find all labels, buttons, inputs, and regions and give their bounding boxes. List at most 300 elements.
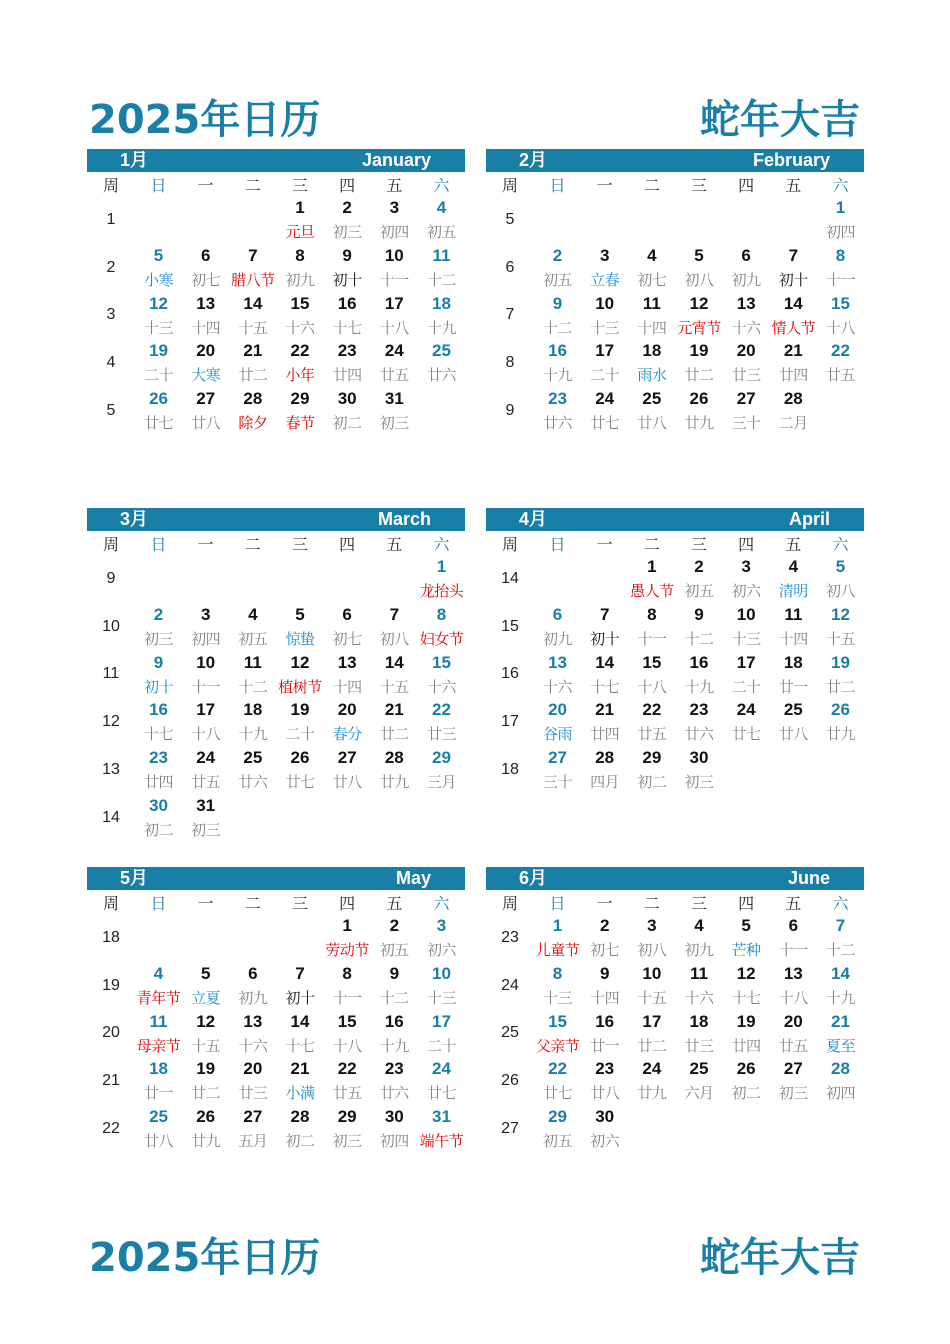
day-cell[interactable] (534, 387, 581, 435)
day-cell[interactable] (371, 1057, 418, 1105)
day-cell[interactable] (276, 196, 323, 244)
day-cell[interactable] (371, 746, 418, 794)
day-cell[interactable] (276, 746, 323, 794)
day-cell[interactable] (229, 651, 276, 699)
day-cell[interactable] (770, 387, 817, 435)
lunar-date: 初九 (238, 988, 268, 1007)
day-cell[interactable] (817, 698, 864, 746)
day-cell[interactable] (418, 698, 465, 746)
day-cell[interactable] (276, 1010, 323, 1058)
day-cell[interactable] (182, 387, 229, 435)
week-row (486, 292, 864, 340)
day-cell[interactable] (276, 1105, 323, 1153)
day-cell[interactable] (182, 1105, 229, 1153)
weekday-label: 五 (785, 175, 802, 195)
day-number: 1 (342, 916, 352, 935)
day-cell[interactable] (534, 1105, 581, 1153)
month-name-cn: 2月 (519, 150, 548, 170)
day-cell[interactable] (229, 292, 276, 340)
day-cell[interactable] (182, 339, 229, 387)
week-number: 13 (102, 761, 120, 779)
weekday-label: 周 (102, 893, 119, 913)
day-cell[interactable] (324, 962, 371, 1010)
day-cell[interactable] (770, 962, 817, 1010)
day-number: 25 (243, 748, 263, 768)
day-cell[interactable] (229, 698, 276, 746)
day-number: 21 (831, 1011, 850, 1031)
day-cell[interactable] (581, 1010, 628, 1058)
day-cell[interactable] (817, 962, 864, 1010)
day-cell[interactable] (581, 698, 628, 746)
day-cell[interactable] (723, 244, 770, 292)
day-number: 20 (548, 700, 567, 720)
day-cell[interactable] (135, 746, 182, 794)
day-cell[interactable] (675, 387, 722, 435)
day-cell[interactable] (581, 292, 628, 340)
lunar-date: 十四 (637, 318, 667, 337)
day-cell[interactable] (229, 244, 276, 292)
day-cell[interactable] (581, 914, 628, 962)
day-cell[interactable] (135, 698, 182, 746)
day-cell[interactable] (675, 698, 722, 746)
weekday-label: 周 (501, 534, 518, 554)
day-number: 5 (295, 604, 305, 624)
day-cell[interactable] (534, 1057, 581, 1105)
day-number: 16 (384, 1011, 404, 1031)
day-number: 15 (290, 293, 310, 313)
day-cell[interactable] (534, 244, 581, 292)
lunar-date: 除夕 (238, 414, 268, 433)
week-number: 10 (102, 617, 120, 635)
page-title: 2025年日历 (89, 97, 321, 143)
day-number: 3 (647, 916, 657, 935)
day-cell[interactable] (182, 244, 229, 292)
week-number: 18 (102, 928, 120, 946)
day-cell[interactable] (418, 746, 465, 794)
week-row (486, 387, 864, 435)
day-cell[interactable] (628, 292, 675, 340)
day-cell[interactable] (324, 292, 371, 340)
day-cell[interactable] (182, 1010, 229, 1058)
day-cell[interactable] (675, 292, 722, 340)
lunar-date: 二月 (778, 414, 808, 433)
day-cell[interactable] (770, 1010, 817, 1058)
day-cell[interactable] (371, 698, 418, 746)
lunar-date: 十五 (238, 318, 268, 337)
weekday-label: 四 (738, 175, 755, 195)
day-number: 5 (200, 963, 211, 983)
day-cell[interactable] (135, 962, 182, 1010)
day-number: 7 (389, 604, 400, 624)
day-cell[interactable] (581, 603, 628, 651)
day-cell[interactable] (817, 603, 864, 651)
lunar-date: 十九 (543, 366, 573, 385)
day-cell[interactable] (324, 196, 371, 244)
day-cell[interactable] (182, 292, 229, 340)
day-cell[interactable] (675, 914, 722, 962)
lunar-date: 十一 (637, 629, 667, 648)
lunar-date: 十五 (825, 629, 855, 648)
week-number: 1 (106, 210, 116, 228)
day-cell[interactable] (817, 914, 864, 962)
day-cell[interactable] (817, 1057, 864, 1105)
day-cell[interactable] (324, 1057, 371, 1105)
day-cell[interactable] (324, 651, 371, 699)
week-row (87, 1105, 465, 1153)
week-row (486, 555, 864, 603)
lunar-date: 惊蛰 (285, 629, 315, 648)
day-number: 23 (689, 700, 709, 720)
day-cell[interactable] (135, 244, 182, 292)
day-cell[interactable] (723, 603, 770, 651)
day-cell[interactable] (135, 603, 182, 651)
lunar-date: 廿八 (590, 1084, 620, 1103)
day-number: 14 (243, 293, 263, 313)
day-cell[interactable] (135, 794, 182, 842)
day-cell[interactable] (135, 1105, 182, 1153)
day-cell[interactable] (675, 746, 722, 794)
empty-day-cell (418, 794, 465, 842)
day-cell[interactable] (276, 962, 323, 1010)
day-cell[interactable] (581, 1057, 628, 1105)
day-number: 20 (736, 341, 756, 361)
day-number: 24 (736, 700, 756, 720)
day-cell[interactable] (534, 651, 581, 699)
day-cell[interactable] (534, 339, 581, 387)
day-cell[interactable] (135, 1010, 182, 1058)
day-cell[interactable] (371, 914, 418, 962)
day-cell[interactable] (371, 387, 418, 435)
day-cell[interactable] (770, 555, 817, 603)
day-cell[interactable] (276, 387, 323, 435)
weekday-label: 日 (549, 893, 566, 913)
day-cell[interactable] (229, 1057, 276, 1105)
day-cell[interactable] (534, 962, 581, 1010)
day-cell[interactable] (324, 603, 371, 651)
lunar-date: 三十 (543, 773, 573, 792)
day-cell[interactable] (135, 387, 182, 435)
lunar-date: 十五 (191, 1036, 221, 1055)
lunar-date: 十一 (191, 677, 221, 696)
lunar-date: 廿六 (426, 366, 456, 385)
day-cell[interactable] (581, 244, 628, 292)
day-cell[interactable] (182, 651, 229, 699)
day-cell[interactable] (770, 244, 817, 292)
day-cell[interactable] (371, 1010, 418, 1058)
day-number: 14 (595, 652, 615, 672)
day-number: 8 (647, 604, 657, 624)
day-cell[interactable] (371, 244, 418, 292)
day-cell[interactable] (182, 794, 229, 842)
week-number: 6 (505, 258, 515, 276)
day-cell[interactable] (723, 651, 770, 699)
day-number: 16 (548, 341, 567, 361)
day-cell[interactable] (324, 244, 371, 292)
day-cell[interactable] (723, 1057, 770, 1105)
day-cell[interactable] (371, 962, 418, 1010)
day-cell[interactable] (418, 962, 465, 1010)
day-number: 25 (149, 1107, 168, 1127)
week-number: 9 (505, 402, 515, 420)
weekday-header-row (486, 531, 864, 555)
lunar-date: 十七 (144, 725, 174, 744)
day-number: 13 (337, 652, 357, 672)
day-cell[interactable] (770, 339, 817, 387)
day-cell[interactable] (675, 962, 722, 1010)
lunar-date: 初三 (332, 223, 362, 241)
lunar-date: 初二 (285, 1132, 315, 1151)
day-cell[interactable] (628, 244, 675, 292)
day-cell[interactable] (371, 603, 418, 651)
day-cell[interactable] (182, 1057, 229, 1105)
day-cell[interactable] (675, 603, 722, 651)
day-cell[interactable] (276, 339, 323, 387)
lunar-date: 十六 (543, 677, 573, 696)
day-cell[interactable] (534, 292, 581, 340)
day-cell[interactable] (628, 1057, 675, 1105)
day-cell[interactable] (371, 292, 418, 340)
day-cell[interactable] (418, 1105, 465, 1153)
day-cell[interactable] (324, 1010, 371, 1058)
day-cell[interactable] (229, 387, 276, 435)
day-cell[interactable] (418, 1010, 465, 1058)
day-cell[interactable] (229, 339, 276, 387)
day-cell[interactable] (581, 387, 628, 435)
day-cell[interactable] (135, 651, 182, 699)
day-cell[interactable] (229, 746, 276, 794)
day-cell[interactable] (770, 603, 817, 651)
day-cell[interactable] (628, 962, 675, 1010)
lunar-date: 廿八 (191, 414, 221, 433)
day-cell[interactable] (723, 914, 770, 962)
day-cell[interactable] (534, 603, 581, 651)
day-cell[interactable] (371, 651, 418, 699)
lunar-date: 廿八 (332, 773, 362, 792)
lunar-date: 初三 (778, 1084, 808, 1103)
day-cell[interactable] (723, 555, 770, 603)
empty-day-cell (770, 196, 817, 244)
day-cell[interactable] (135, 339, 182, 387)
day-cell[interactable] (182, 603, 229, 651)
day-number: 21 (783, 341, 803, 361)
lunar-date: 十七 (332, 318, 362, 337)
lunar-date: 十一 (778, 941, 808, 959)
day-cell[interactable] (581, 339, 628, 387)
empty-day-cell (182, 914, 229, 962)
day-cell[interactable] (418, 339, 465, 387)
lunar-date: 廿三 (731, 366, 761, 385)
day-cell[interactable] (628, 387, 675, 435)
lunar-date: 二十 (731, 677, 761, 696)
day-cell[interactable] (371, 339, 418, 387)
day-number: 6 (552, 604, 563, 624)
weekday-label: 一 (197, 534, 214, 554)
empty-day-cell (723, 196, 770, 244)
day-cell[interactable] (135, 292, 182, 340)
day-cell[interactable] (276, 698, 323, 746)
day-cell[interactable] (534, 1010, 581, 1058)
day-cell[interactable] (675, 1057, 722, 1105)
day-cell[interactable] (817, 196, 864, 244)
day-cell[interactable] (135, 1057, 182, 1105)
day-cell[interactable] (817, 651, 864, 699)
weekday-label: 周 (102, 534, 119, 554)
day-number: 1 (835, 198, 846, 217)
weekday-label: 日 (150, 534, 167, 554)
day-number: 15 (548, 1011, 567, 1031)
lunar-date: 初九 (543, 629, 573, 648)
day-cell[interactable] (628, 651, 675, 699)
day-cell[interactable] (418, 914, 465, 962)
day-cell[interactable] (371, 196, 418, 244)
day-cell[interactable] (723, 962, 770, 1010)
day-cell[interactable] (418, 603, 465, 651)
lunar-date: 十五 (379, 677, 409, 696)
day-number: 21 (243, 341, 263, 361)
day-cell[interactable] (276, 292, 323, 340)
day-number: 30 (337, 389, 357, 409)
day-cell[interactable] (628, 698, 675, 746)
day-cell[interactable] (628, 1010, 675, 1058)
day-cell[interactable] (229, 603, 276, 651)
day-cell[interactable] (324, 914, 371, 962)
day-cell[interactable] (581, 962, 628, 1010)
week-row (486, 1010, 864, 1058)
day-cell[interactable] (418, 196, 465, 244)
day-cell[interactable] (534, 698, 581, 746)
week-row (486, 1105, 864, 1153)
day-cell[interactable] (276, 651, 323, 699)
day-cell[interactable] (418, 292, 465, 340)
day-cell[interactable] (418, 244, 465, 292)
day-number: 7 (835, 916, 846, 935)
day-cell[interactable] (723, 292, 770, 340)
month-header (486, 867, 864, 890)
day-cell[interactable] (276, 244, 323, 292)
empty-day-cell (581, 196, 628, 244)
day-cell[interactable] (229, 962, 276, 1010)
day-number: 18 (243, 700, 263, 720)
lunar-date: 青年节 (136, 988, 181, 1007)
weekday-label: 三 (690, 175, 707, 195)
day-number: 14 (783, 293, 803, 313)
day-number: 9 (389, 963, 400, 983)
weekday-label: 一 (197, 893, 214, 913)
day-cell[interactable] (581, 746, 628, 794)
day-cell[interactable] (628, 339, 675, 387)
day-number: 7 (295, 963, 305, 983)
day-cell[interactable] (418, 651, 465, 699)
day-cell[interactable] (723, 339, 770, 387)
day-number: 29 (290, 389, 310, 409)
day-cell[interactable] (817, 555, 864, 603)
lunar-date: 立夏 (191, 988, 221, 1007)
day-cell[interactable] (817, 1010, 864, 1058)
day-number: 27 (783, 1059, 803, 1079)
day-cell[interactable] (723, 387, 770, 435)
day-cell[interactable] (182, 962, 229, 1010)
day-cell[interactable] (675, 339, 722, 387)
day-cell[interactable] (418, 555, 465, 603)
day-cell[interactable] (534, 746, 581, 794)
week-number: 16 (501, 665, 519, 683)
lunar-date: 初五 (426, 223, 456, 241)
day-cell[interactable] (675, 1010, 722, 1058)
day-cell[interactable] (324, 339, 371, 387)
day-cell[interactable] (418, 1057, 465, 1105)
day-cell[interactable] (324, 746, 371, 794)
day-cell[interactable] (628, 603, 675, 651)
day-cell[interactable] (770, 914, 817, 962)
day-cell[interactable] (229, 1010, 276, 1058)
day-number: 20 (783, 1011, 803, 1031)
day-cell[interactable] (675, 651, 722, 699)
day-number: 15 (642, 652, 662, 672)
day-cell[interactable] (628, 914, 675, 962)
day-number: 2 (694, 557, 704, 576)
lunar-date: 初五 (238, 629, 268, 648)
day-cell[interactable] (276, 603, 323, 651)
day-number: 30 (595, 1107, 615, 1127)
day-cell[interactable] (581, 651, 628, 699)
day-cell[interactable] (324, 387, 371, 435)
empty-day-cell (418, 387, 465, 435)
day-cell[interactable] (723, 698, 770, 746)
weekday-label: 二 (643, 175, 660, 195)
day-number: 22 (290, 341, 310, 361)
day-number: 28 (831, 1059, 850, 1079)
lunar-date: 十二 (379, 988, 409, 1007)
day-cell[interactable] (324, 698, 371, 746)
day-cell[interactable] (770, 698, 817, 746)
lunar-date: 十五 (637, 988, 667, 1007)
lunar-date: 十九 (238, 725, 268, 744)
empty-day-cell (324, 794, 371, 842)
day-cell[interactable] (675, 555, 722, 603)
lunar-date: 廿七 (590, 414, 620, 433)
day-cell[interactable] (817, 244, 864, 292)
day-cell[interactable] (581, 1105, 628, 1153)
day-number: 9 (694, 604, 704, 624)
day-cell[interactable] (371, 1105, 418, 1153)
lunar-date: 廿九 (684, 414, 714, 433)
day-cell[interactable] (770, 1057, 817, 1105)
day-cell[interactable] (182, 746, 229, 794)
day-cell[interactable] (770, 292, 817, 340)
day-cell[interactable] (628, 555, 675, 603)
day-cell[interactable] (817, 292, 864, 340)
day-cell[interactable] (182, 698, 229, 746)
day-cell[interactable] (675, 244, 722, 292)
week-number: 19 (102, 976, 120, 994)
day-cell[interactable] (324, 1105, 371, 1153)
day-cell[interactable] (770, 651, 817, 699)
day-cell[interactable] (534, 914, 581, 962)
day-number: 26 (689, 389, 709, 409)
lunar-date: 二十 (285, 725, 315, 744)
lunar-date: 十六 (238, 1036, 268, 1055)
lunar-date: 初九 (731, 270, 761, 289)
week-row (486, 746, 864, 794)
day-cell[interactable] (276, 1057, 323, 1105)
month-name-en: January (361, 150, 431, 170)
day-cell[interactable] (628, 746, 675, 794)
day-number: 21 (384, 700, 404, 720)
day-cell[interactable] (723, 1010, 770, 1058)
day-cell[interactable] (817, 339, 864, 387)
day-cell[interactable] (229, 1105, 276, 1153)
weekday-label: 五 (785, 893, 802, 913)
